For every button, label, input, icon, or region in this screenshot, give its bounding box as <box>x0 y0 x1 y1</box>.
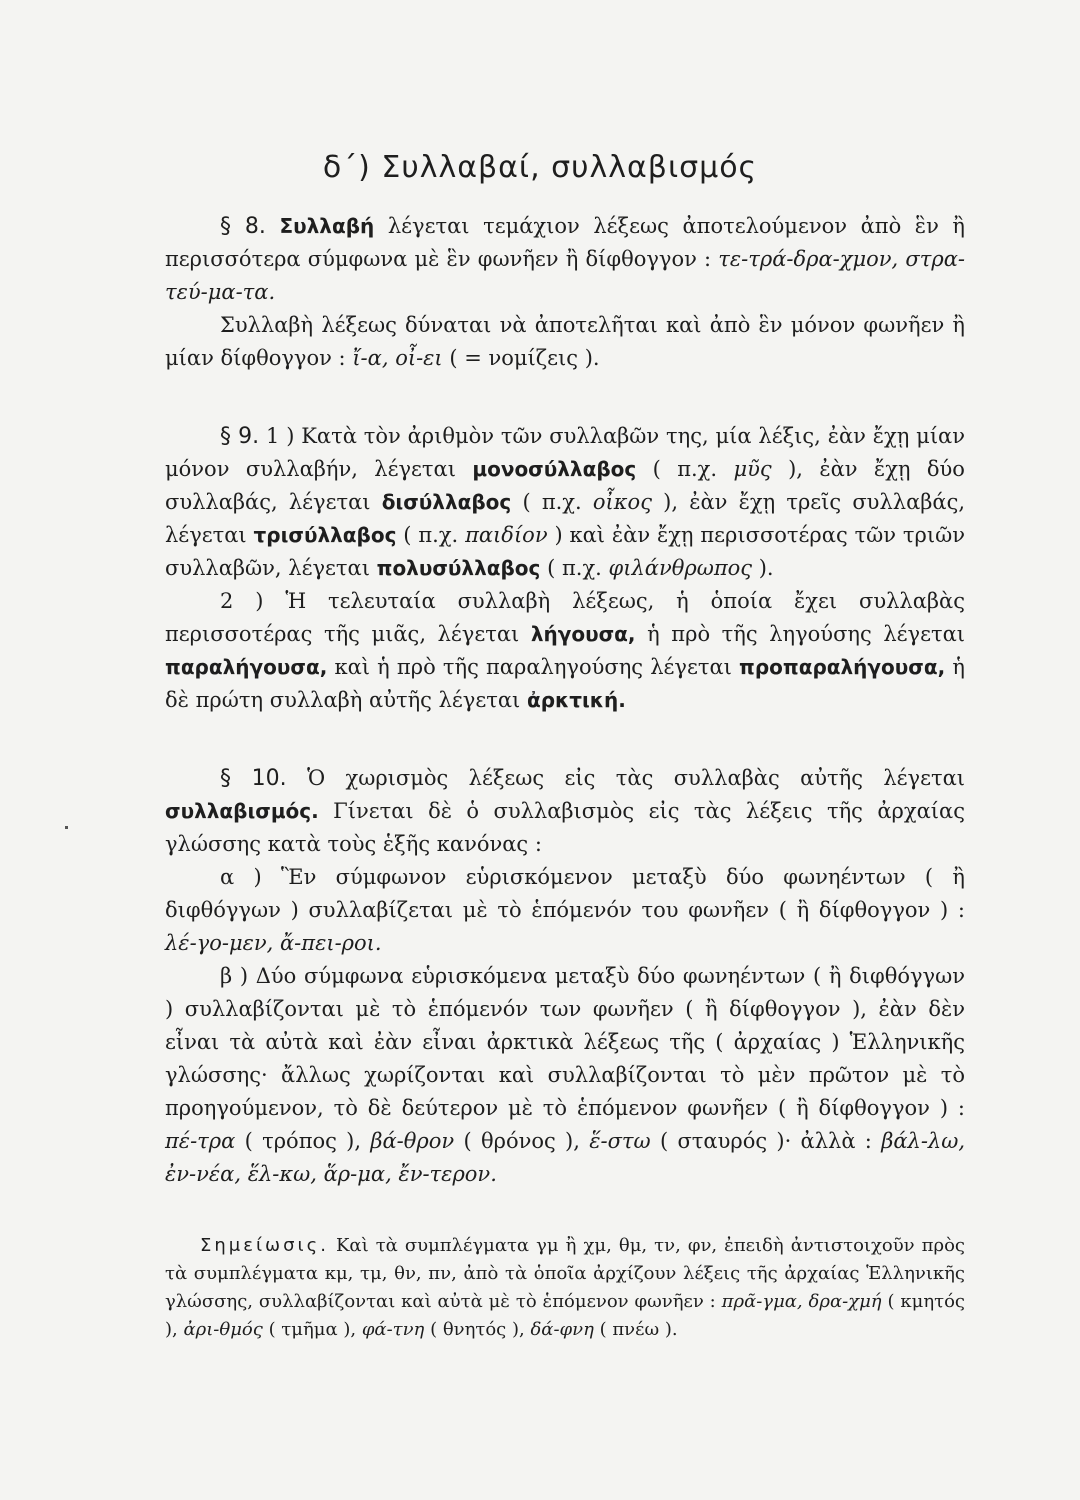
text: 2 ) Ἡ τελευταία συλλαβὴ λέξεως, ἡ ὁποία ἔχει συλλαβὰς περισσοτέρας τῆς μιᾶς, λέγεται <box>165 589 965 646</box>
gloss: ( κμητός ), <box>165 1291 966 1340</box>
text: Ὁ χωρισμὸς λέξεως εἰς τὰς συλλαβὰς αὐτῆς λέγεται <box>307 766 965 790</box>
example: λέ-γο-μεν, ἄ-πει-ροι. <box>165 931 382 955</box>
term: ἀρκτική. <box>526 688 626 712</box>
example: βάλ-λω, ἐν-νέα, ἕλ-κω, ἅρ-μα, ἔν-τερον. <box>165 1129 966 1186</box>
text: Καὶ τὰ συμπλέγματα γμ ἢ χμ, θμ, τν, φν, ἐπειδὴ ἀντιστοιχοῦν πρὸς τὰ συμπλέγματα κμ, τμ, θν, πν, ἀπὸ τὰ ὁποῖα ἀρχίζουν λέξεις τῆς ἀρχαίας Ἑλληνικῆς γλώσσης, συλλαβίζονται καὶ αὐτὰ μὲ τὸ ἑπόμενον φωνῆεν : <box>165 1235 965 1312</box>
text: ἡ πρὸ τῆς ληγούσης λέγεται <box>647 622 965 646</box>
text: Γίνεται δὲ ὁ συλλαβισμὸς εἰς τὰς λέξεις τῆς ἀρχαίας γλώσσης κατὰ τοὺς ἑξῆς κανόνας : <box>165 799 965 856</box>
gloss: ( τρόπος ), <box>244 1129 362 1153</box>
paragraph-10 <box>165 762 965 1191</box>
text: ( = νομίζεις ). <box>449 346 600 370</box>
example: φά-τνη <box>361 1319 425 1340</box>
text: ( π.χ. <box>547 556 602 580</box>
gloss: ( θρόνος ), <box>463 1129 580 1153</box>
term: δισύλλαβος <box>381 490 512 514</box>
term: προπαραλήγουσα, <box>739 655 946 679</box>
section-number: § 9. <box>220 424 260 449</box>
note <box>165 1232 965 1344</box>
text: 1 ) Κατὰ τὸν ἀριθμὸν τῶν συλλαβῶν της, μία λέξις, ἐὰν ἔχῃ μίαν μόνον συλλαβήν, λέγεται <box>165 424 965 481</box>
text: λέγεται τεμάχιον λέξεως ἀποτελούμενον ἀπὸ ἓν ἢ περισσότερα σύμφωνα μὲ ἓν φωνῆεν ἢ δίφθογγον : <box>165 214 965 271</box>
example: πρᾶ-γμα, δρα-χμή <box>721 1291 882 1312</box>
term: πολυσύλλαβος <box>376 556 541 580</box>
text: ) καὶ ἐὰν ἔχῃ περισσοτέρας τῶν τριῶν συλλαβῶν, λέγεται <box>165 523 966 580</box>
paragraph-8 <box>165 210 965 375</box>
example: φιλάνθρωπος <box>608 556 753 580</box>
rule-beta: β ) Δύο σύμφωνα εὑρισκόμενα μεταξὺ δύο φωνηέντων ( ἢ διφθόγγων ) συλλαβίζονται μὲ τὸ ἑπόμενόν των φωνῆεν ( ἢ δίφθογγον ), ἐὰν δὲν εἶναι τὰ αὐτὰ καὶ ἐὰν εἶναι ἀρκτικὰ λέξεως τῆς ( ἀρχαίας ) Ἑλληνικῆς γλώσσης· ἄλλως χωρίζονται καὶ συλλαβίζονται τὸ μὲν πρῶτον μὲ τὸ προηγούμενον, τὸ δὲ δεύτερον μὲ τὸ ἑπόμενον φωνῆεν ( ἢ δίφθογγον ) : <box>165 964 965 1120</box>
term: μονοσύλλαβος <box>472 457 637 481</box>
example: ἀρι-θμός <box>183 1319 263 1340</box>
gloss: ( σταυρός )· <box>659 1129 792 1153</box>
text: Συλλαβὴ λέξεως δύναται νὰ ἀποτελῆται καὶ ἀπὸ ἓν μόνον φωνῆεν ἢ μίαν δίφθογγον : <box>165 313 965 370</box>
term: λήγουσα, <box>530 622 636 646</box>
term: Συλλαβή <box>279 214 375 238</box>
gloss: ( θνητός ), <box>430 1319 525 1340</box>
text: ἡ δὲ πρώτη συλλαβὴ αὐτῆς λέγεται <box>165 655 965 712</box>
text: ( π.χ. <box>652 457 718 481</box>
example: ἕ-στω <box>589 1129 651 1153</box>
paragraph-9 <box>165 420 965 717</box>
term: παραλήγουσα, <box>165 655 328 679</box>
text: ἀλλὰ : <box>800 1129 872 1153</box>
text: ( π.χ. <box>522 490 582 514</box>
text: ), ἐὰν ἔχῃ δύο συλλαβάς, λέγεται <box>165 457 965 514</box>
section-number: § 10. <box>220 766 287 791</box>
gloss: ( πνέω ). <box>599 1319 678 1340</box>
gloss: ( τμῆμα ), <box>268 1319 357 1340</box>
rule-alpha: α ) Ἓν σύμφωνον εὑρισκόμενον μεταξὺ δύο φωνηέντων ( ἢ διφθόγγων ) συλλαβίζεται μὲ τὸ ἑπόμενόν του φωνῆεν ( ἢ δίφθογγον ) : <box>165 865 965 922</box>
section-number: § 8. <box>220 214 266 239</box>
example: οἶκος <box>592 490 652 514</box>
term: τρισύλλαβος <box>253 523 397 547</box>
example: μῦς <box>733 457 772 481</box>
text: ). <box>758 556 774 580</box>
margin-mark <box>65 826 68 829</box>
example: πέ-τρα <box>165 1129 236 1153</box>
term: συλλαβισμός. <box>165 799 319 823</box>
section-heading: δ΄) Συλλαβαί, συλλαβισμός <box>322 150 758 185</box>
example: ἴ-α, οἶ-ει <box>352 346 443 370</box>
example: τε-τρά-δρα-χμον, στρα-τεύ-μα-τα. <box>165 247 965 304</box>
text: καὶ ἡ πρὸ τῆς παραληγούσης λέγεται <box>334 655 732 679</box>
example: βά-θρον <box>370 1129 455 1153</box>
example: δά-φνη <box>530 1319 594 1340</box>
text: ), ἐὰν ἔχῃ τρεῖς συλλαβάς, λέγεται <box>165 490 966 547</box>
text: ( π.χ. <box>403 523 459 547</box>
note-label: Σημείωσις. <box>200 1235 329 1256</box>
example: παιδίον <box>465 523 548 547</box>
